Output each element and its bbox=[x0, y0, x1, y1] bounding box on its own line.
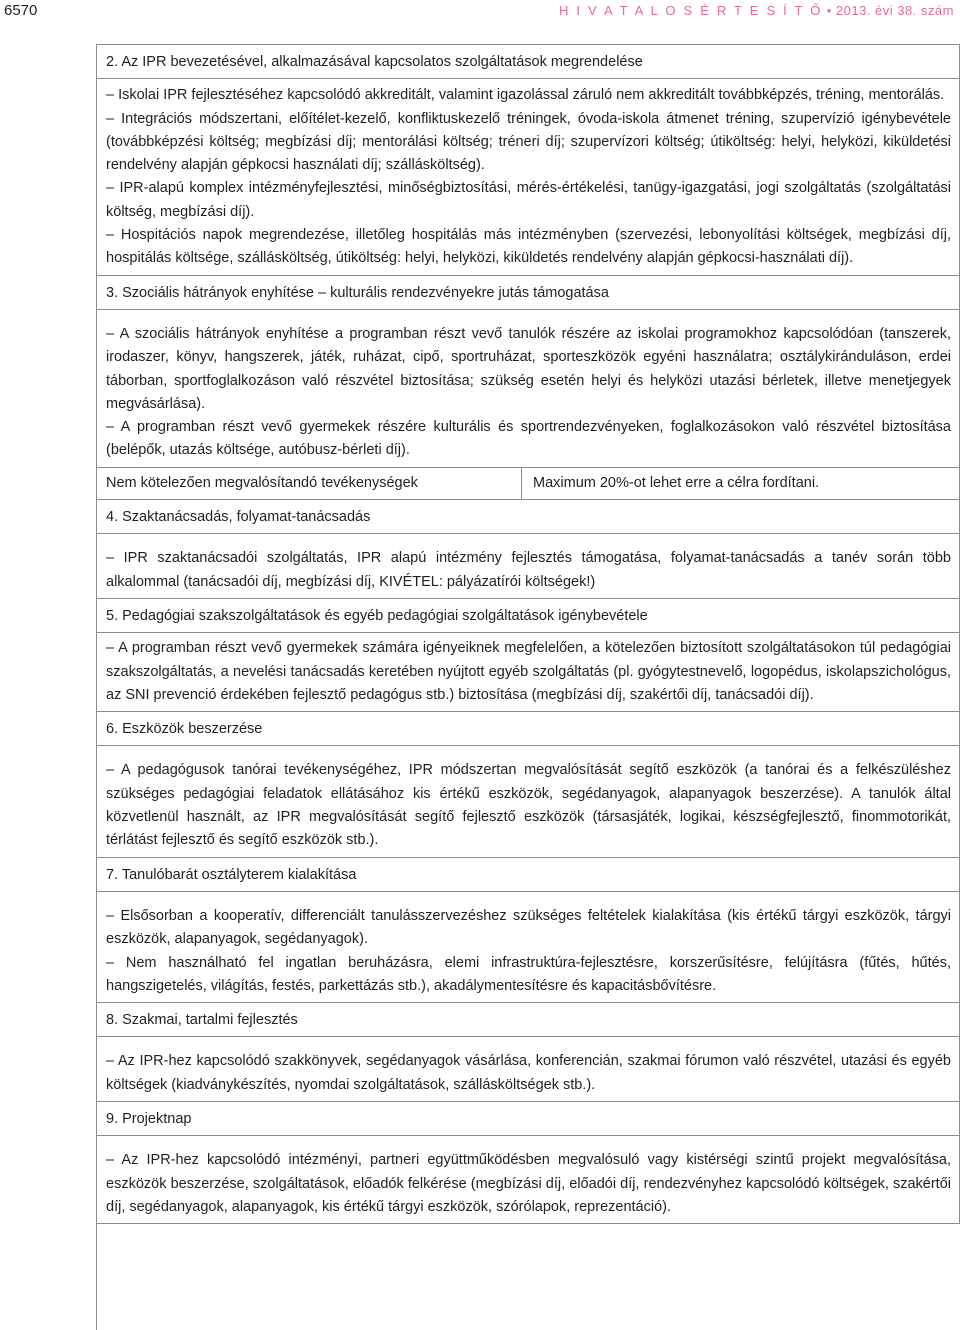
section-6-title: 6. Eszközök beszerzése bbox=[97, 712, 960, 746]
paragraph: – IPR szaktanácsadói szolgáltatás, IPR alapú intézmény fejlesztés támogatása, folyamat-tanácsadás a tanév során több alkalommal (tanácsadói díj, megbízási díj, KIVÉTEL: pályázatírói költségek!) bbox=[106, 550, 951, 590]
section-7-title: 7. Tanulóbarát osztályterem kialakítása bbox=[97, 858, 960, 892]
page-header bbox=[0, 0, 960, 28]
section-8-title: 8. Szakmai, tartalmi fejlesztés bbox=[97, 1003, 960, 1037]
section-2-title: 2. Az IPR bevezetésével, alkalmazásával kapcsolatos szolgáltatások megrendelése bbox=[97, 45, 960, 79]
paragraph: – A programban részt vevő gyermekek részére kulturális és sportrendezvényeken, foglalkozásokon való részvétel biztosítása (belépők, utazás költsége, autóbusz-bérleti díj). bbox=[106, 419, 951, 459]
publication-name: H I V A T A L O S É R T E S Í T Ő bbox=[558, 3, 823, 18]
section-5-body bbox=[97, 632, 960, 712]
running-title bbox=[559, 3, 954, 18]
section-7-body bbox=[97, 892, 960, 1003]
section-2-body bbox=[97, 79, 960, 275]
paragraph: – IPR-alapú komplex intézményfejlesztési, minőségbiztosítási, mérés-értékelési, tanügy-igazgatási, jogi szolgáltatás (szolgáltatási költség, megbízási díj). bbox=[106, 180, 951, 220]
paragraph: – Elsősorban a kooperatív, differenciált tanulásszervezéshez szükséges feltételek kialakítása (kis értékű tárgyi eszközök, tárgyi eszközök, alapanyagok, segédanyagok). bbox=[106, 907, 951, 948]
paragraph: – Hospitációs napok megrendezése, illetőleg hospitálás más intézményben (szervezési, lebonyolítási költségek, megbízási díj, hospitálás költsége, szállásköltség, útiköltség: helyi, helyközi, kiküldetés rendelvény alapján gépkocsi-használati díj). bbox=[106, 227, 951, 267]
section-6-body bbox=[97, 746, 960, 857]
optional-activities-label: Nem kötelezően megvalósítandó tevékenységek bbox=[97, 468, 522, 499]
paragraph: – Nem használható fel ingatlan beruházásra, elemi infrastruktúra-fejlesztésre, korszerűsítésre, felújításra (fűtés, hűtés, hangszigetelés, világítás, festés, parkettázás stb.), akadálymentesítésre és kapacitásbővítésre. bbox=[106, 954, 951, 994]
header-bullet: • bbox=[826, 3, 832, 18]
paragraph: – A pedagógusok tanórai tevékenységéhez, IPR módszertan megvalósítását segítő eszközök (a tanórai és a felkészüléshez szükséges pedagógiai feladatok ellátásához kis értékű eszközök, segédanyagok, alapanyagok beszerzése). A tanulók által közvetlenül használt, az IPR megvalósítását segítő fejlesztő eszközök (társasjáték, logikai, készségfejlesztő, finommotorikát, térlátást fejlesztő és segítő eszközök stb.). bbox=[106, 762, 951, 849]
section-3-title: 3. Szociális hátrányok enyhítése – kulturális rendezvényekre jutás támogatása bbox=[97, 276, 960, 310]
optional-activities-row bbox=[97, 468, 960, 500]
page-number: 6570 bbox=[4, 2, 38, 19]
section-9-title: 9. Projektnap bbox=[97, 1102, 960, 1136]
section-9-body bbox=[97, 1136, 960, 1224]
section-4-body bbox=[97, 534, 960, 599]
section-3-body bbox=[97, 310, 960, 468]
section-5-title: 5. Pedagógiai szakszolgáltatások és egyéb pedagógiai szolgáltatások igénybevétele bbox=[97, 599, 960, 633]
document-table bbox=[96, 44, 960, 1330]
section-8-body bbox=[97, 1037, 960, 1102]
optional-activities-limit: Maximum 20%-ot lehet erre a célra fordítani. bbox=[533, 474, 820, 491]
paragraph: – Az IPR-hez kapcsolódó intézményi, partneri együttműködésben megvalósuló vagy kistérségi szintű projekt megvalósítása, eszközök beszerzése, szolgáltatások, előadók felkérése (megbízási díj, előadói díj, rendezvényhez kapcsolódó költségek, szakértői díj, segédanyagok, alapanyagok, kis értékű tárgyi eszközök, szórólapok, reprezentáció). bbox=[106, 1152, 951, 1215]
paragraph: – A programban részt vevő gyermekek számára igényeiknek megfelelően, a kötelezően biztosított szolgáltatásokon túl pedagógiai szakszolgáltatás, a nevelési tanácsadás keretében nyújtott egyéb szolgáltatás (pl. gyógytestnevelő, logopédus, iskolapszichológus, az SNI prevenció érdekében fejlesztő pedagógus stb.) biztosítása (megbízási díj, szakértői díj, tanácsadói díj). bbox=[106, 640, 951, 703]
paragraph: – Integrációs módszertani, előítélet-kezelő, konfliktuskezelő tréningek, óvoda-iskola átmenet tréning, szupervízió igénybevétele (továbbképzési költség; megbízási díj; mentorálási költség; tréneri díj; szupervízori költség; útiköltség: helyi, helyközi, kiküldetési rendelvény alapján gépkocsi használati díj; szállásköltség). bbox=[106, 110, 951, 174]
issue-number: 2013. évi 38. szám bbox=[835, 3, 954, 18]
paragraph: – Az IPR-hez kapcsolódó szakkönyvek, segédanyagok vásárlása, konferencián, szakmai fórumon való részvétel, utazási és egyéb költségek (kiadványkészítés, nyomdai szolgáltatások, szállásköltségek stb.). bbox=[106, 1053, 951, 1093]
paragraph: – A szociális hátrányok enyhítése a programban részt vevő tanulók részére az iskolai programokhoz kapcsolódóan (tanszerek, irodaszer, könyv, hangszerek, játék, ruházat, cipő, sportruházat, sporteszközök egyéni használatra; osztálykiránduláson, erdei táborban, sportfoglalkozáson való részvétel biztosítása; szükség esetén helyi és helyközi utazási bérletek, illetve menetjegyek megvásárlása). bbox=[106, 325, 951, 412]
paragraph: – Iskolai IPR fejlesztéséhez kapcsolódó akkreditált, valamint igazolással záruló nem akkreditált továbbképzés, tréning, mentorálás. bbox=[106, 87, 945, 104]
section-4-title: 4. Szaktanácsadás, folyamat-tanácsadás bbox=[97, 500, 960, 534]
